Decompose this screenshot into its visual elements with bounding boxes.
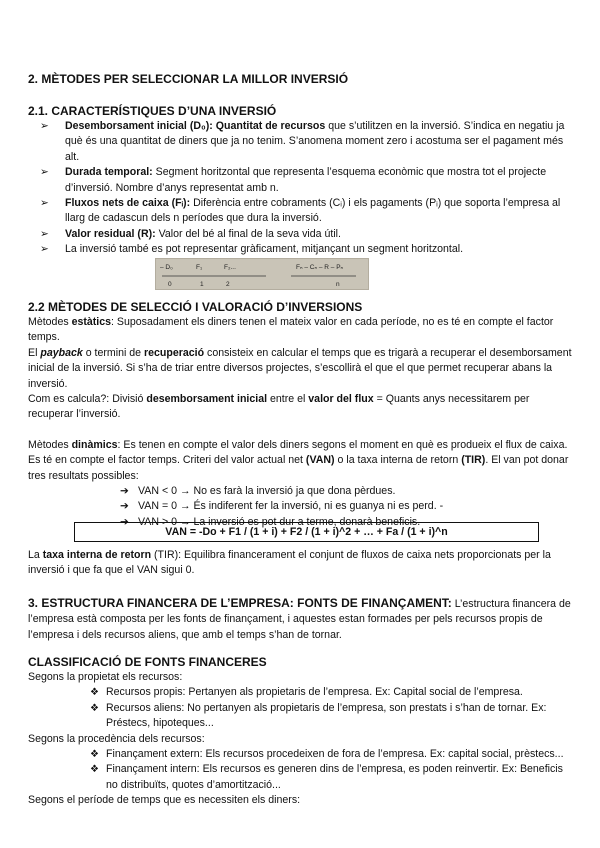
list-item: ➢ La inversió també es pot representar gràficament, mitjançant un segment horitzontal. <box>28 242 572 257</box>
arrow-bullet-icon: ➢ <box>40 197 49 210</box>
timeline-svg <box>156 259 368 289</box>
period-intro: Segons el període de temps que es necessiten els diners: <box>28 794 301 807</box>
timeline-tick-1: 1 <box>200 281 204 288</box>
section-3 <box>28 596 572 643</box>
timeline-label-f2: F₂... <box>224 264 236 271</box>
timeline-label-fn: Fₙ – Cₙ – R – Pₙ <box>296 264 344 271</box>
origin-list <box>28 747 572 793</box>
arrow-bullet-icon: ➔ <box>120 500 129 513</box>
timeline-tick-0: 0 <box>168 281 172 288</box>
calculation-paragraph: Com es calcula?: Divisió desemborsament inicial entre el valor del flux = Quants anys necessitarem per recuperar l’inversió. <box>28 393 530 421</box>
origin-intro: Segons la procedència dels recursos: <box>28 732 205 745</box>
characteristics-list <box>28 119 572 258</box>
section-3-heading: 3. ESTRUCTURA FINANCERA DE L’EMPRESA: FONTS DE FINANÇAMENT: <box>28 596 452 610</box>
list-item: ❖ Recursos aliens: No pertanyen als propietaris de l’empresa, son prestats i s’han de tornar. Ex: Préstecs, hipoteques... <box>90 701 547 730</box>
arrow-bullet-icon: ➔ <box>120 485 129 498</box>
diamond-bullet-icon: ❖ <box>90 702 99 714</box>
section-2-1 <box>28 104 572 258</box>
tir-section <box>28 548 572 579</box>
diamond-bullet-icon: ❖ <box>90 749 99 761</box>
list-item: ➔ VAN > 0 → La inversió es pot dur a terme, donarà beneficis. <box>28 515 572 530</box>
arrow-bullet-icon: ➢ <box>40 120 49 132</box>
diamond-bullet-icon: ❖ <box>90 687 99 699</box>
dynamic-methods-paragraph: Mètodes dinàmics: Es tenen en compte el valor dels diners segons el moment en què es produeix el flux de caixa. Es té en compte el factor temps. Criteri del valor actual net (VAN) o la taxa interna de retorn (TIR). El van pot donar tres resultats possibles: <box>28 438 569 482</box>
list-item: ➔ VAN < 0 → No es farà la inversió ja que dona pèrdues. <box>28 484 572 499</box>
arrow-bullet-icon: ➢ <box>40 243 49 256</box>
timeline-tick-2: 2 <box>226 281 230 288</box>
section-2-2-heading: 2.2 MÈTODES DE SELECCIÓ I VALORACIÓ D’INVERSIONS <box>28 300 363 314</box>
timeline-label-f1: F₁ <box>196 264 203 271</box>
section-title: 2. MÈTODES PER SELECCIONAR LA MILLOR INVERSIÓ <box>28 72 349 86</box>
static-methods-paragraph: Mètodes estàtics: Suposadament els diners tenen el mateix valor en cada període, no es té en compte el factor temps. <box>28 316 554 344</box>
arrow-bullet-icon: ➢ <box>40 166 49 179</box>
van-formula-box: VAN = -Do + F1 / (1 + i) + F2 / (1 + i)^2 + … + Fa / (1 + i)^n <box>74 522 539 542</box>
list-item: ❖ Recursos propis: Pertanyen als propietaris de l’empresa. Ex: Capital social de l’empresa. <box>28 685 572 700</box>
timeline-label-d0: – D₀ <box>160 264 173 271</box>
classification-section <box>28 655 572 809</box>
classification-heading: CLASSIFICACIÓ DE FONTS FINANCERES <box>28 655 267 669</box>
timeline-tick-n: n <box>336 281 340 288</box>
list-item: ➢ Desemborsament inicial (D₀): Quantitat de recursos que s’utilitzen en la inversió. S’indica en negatiu ja què és una quantitat de diners que ja no tenim. S’anomena moment zero i acostuma ser el pagament més alt. <box>40 120 565 163</box>
list-item: ❖ Finançament extern: Els recursos procedeixen de fora de l’empresa. Ex: capital social, prèstecs... <box>28 747 572 762</box>
list-item: ❖ Finançament intern: Els recursos es generen dins de l’empresa, es poden reinvertir. Ex: Beneficis no distribuïts, quotes d’amortització... <box>90 763 563 791</box>
ownership-intro: Segons la propietat els recursos: <box>28 671 183 683</box>
arrow-bullet-icon: ➢ <box>40 227 49 240</box>
investment-timeline-diagram <box>155 258 369 290</box>
arrow-bullet-icon: ➔ <box>120 515 129 528</box>
list-item: ➢ Valor residual (R): Valor del bé al final de la seva vida útil. <box>28 227 572 242</box>
section-3-paragraph: 3. ESTRUCTURA FINANCERA DE L’EMPRESA: FONTS DE FINANÇAMENT: L’estructura financera de l’empresa està composta per les fonts de finançament, i aquestes estan formades per pels recursos propis de l’empresa i dels recursos aliens, que amb el temps s’han de tornar. <box>28 596 571 641</box>
tir-paragraph: La taxa interna de retorn (TIR): Equilibra financerament el conjunt de fluxos de caixa nets proporcionats per la inversió i que fa que el VAN sigui 0. <box>28 549 551 577</box>
list-item: ➢ Durada temporal: Segment horitzontal que representa l’esquema econòmic que mostra tot el projecte d’inversió. Nombre d’anys representat amb n. <box>40 166 547 194</box>
diamond-bullet-icon: ❖ <box>90 764 99 776</box>
payback-paragraph: El payback o termini de recuperació consisteix en calcular el temps que es trigarà a recuperar el desemborsament inicial de la inversió. Si s’ha de triar entre diversos projectes, s’escollirà el que el que permet recuperar abans la inversió. <box>28 346 572 390</box>
ownership-list <box>28 685 572 731</box>
list-item: ➔ VAN = 0 → És indiferent fer la inversió, ni es guanya ni es perd. - <box>28 499 572 514</box>
section-2-2 <box>28 300 572 530</box>
list-item: ➢ Fluxos nets de caixa (Fᵢ): Diferència entre cobraments (Cᵢ) i els pagaments (Pᵢ) que soporta l’empresa al llarg de cadascun dels n períodes que dura la inversió. <box>40 197 561 225</box>
section-2-1-heading: 2.1. CARACTERÍSTIQUES D’UNA INVERSIÓ <box>28 104 277 118</box>
